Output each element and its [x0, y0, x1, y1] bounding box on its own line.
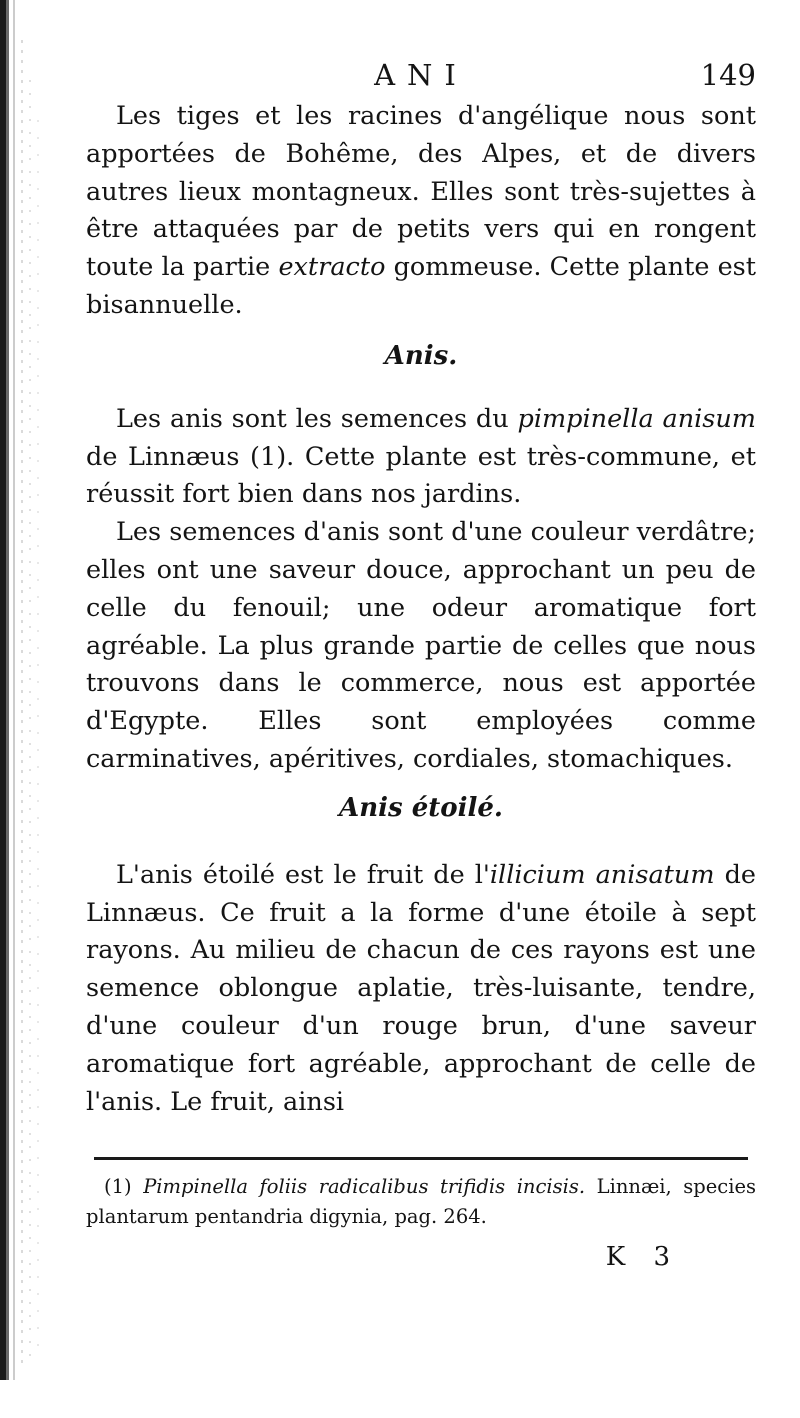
- paragraph-anis-etoile: L'anis étoilé est le fruit de l'illicium anisatum de Linnæus. Ce fruit a la forme d'une étoile à sept rayons. Au milieu de chacun de ces rayons est une semence oblongue aplatie, très-luisante, tendre, d'une couleur d'un rouge brun, d'une saveur aromatique fort agréable, approchant de celle de l'anis. Le fruit, ainsi: [86, 859, 756, 1117]
- footnote-rule: [94, 1157, 748, 1160]
- italic-term: illicium anisatum: [489, 859, 715, 890]
- paragraph-anis-intro: Les anis sont les semences du pimpinella anisum de Linnæus (1). Cette plante est très-commune, et réussit fort bien dans nos jardins.: [86, 403, 756, 510]
- page-number: 149: [700, 58, 756, 92]
- italic-term: pimpinella anisum: [517, 403, 756, 434]
- signature-mark: K 3: [605, 1242, 680, 1273]
- book-spine-edge: [0, 0, 60, 1380]
- book-page: [86, 58, 756, 1272]
- paragraph-angelique: Les tiges et les racines d'angélique nous sont apportées de Bohême, des Alpes, et de divers autres lieux montagneux. Elles sont très-sujettes à être attaquées par de petits vers qui en rongent toute la partie extracto gommeuse. Cette plante est bisannuelle.: [86, 101, 756, 320]
- italic-term: extracto: [278, 252, 386, 283]
- page-header: [86, 58, 756, 98]
- body-text: [86, 98, 756, 1121]
- footnote-marker: (1): [104, 1175, 144, 1199]
- footnote-italic: Pimpinella foliis radicalibus trifidis incisis.: [143, 1175, 586, 1199]
- paragraph-anis-semences: Les semences d'anis sont d'une couleur verdâtre; elles ont une saveur douce, approchant un peu de celle du fenouil; une odeur aromatique fort agréable. La plus grande partie de celles que nous trouvons dans le commerce, nous est apportée d'Egypte. Elles sont employées comme carminatives, apéritives, cordiales, stomachiques.: [86, 517, 756, 774]
- section-heading-anis: Anis.: [384, 340, 458, 371]
- running-head: ANI: [374, 58, 468, 92]
- section-heading-anis-etoile: Anis étoilé.: [339, 792, 503, 823]
- footnote: (1) Pimpinella foliis radicalibus trifidis incisis. Linnæi, species plantarum pentandria digynia, pag. 264.: [86, 1175, 757, 1229]
